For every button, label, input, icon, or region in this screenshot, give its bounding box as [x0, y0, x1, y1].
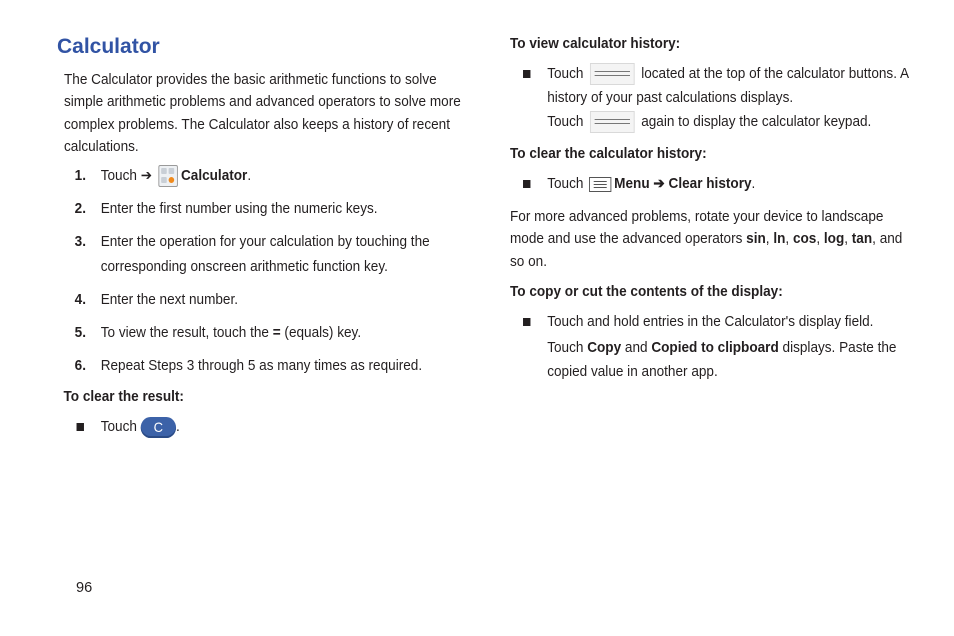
- and-text: and: [621, 339, 652, 356]
- step-text: Enter the first number using the numeric keys.: [100, 201, 378, 218]
- history-handle-icon: [590, 111, 635, 133]
- step-item: [64, 321, 467, 346]
- touch-text: Touch: [100, 419, 137, 436]
- advanced-paragraph: [510, 206, 919, 273]
- arrow-icon: ➔: [140, 168, 153, 185]
- touch-text: Touch: [547, 176, 584, 192]
- menu-label: Menu: [614, 176, 650, 192]
- separator: ,: [785, 231, 793, 248]
- step-item: [64, 230, 467, 280]
- view-history-continue: [510, 110, 919, 134]
- step-punct: .: [247, 168, 252, 185]
- step-text: Touch: [100, 168, 141, 185]
- copy-tail: displays. Paste the copied value in another app.: [547, 339, 897, 380]
- operator-ln: ln: [773, 231, 786, 248]
- separator: ,: [844, 231, 852, 248]
- keypad-text: again to display the calculator keypad.: [641, 114, 872, 130]
- step-item: [64, 197, 467, 222]
- copy-bullet-text: Touch and hold entries in the Calculator's display field.: [547, 313, 874, 330]
- operator-sin: sin: [746, 231, 766, 248]
- step-text: Repeat Steps 3 through 5 as many times as required.: [100, 358, 423, 375]
- right-content: [510, 34, 919, 384]
- operator-tan: tan: [851, 231, 873, 248]
- step-text: Enter the next number.: [100, 292, 239, 309]
- touch-text: Touch: [547, 114, 584, 130]
- steps-block: [57, 164, 466, 439]
- step-number: 1.: [74, 168, 86, 185]
- step-number: 6.: [74, 358, 86, 375]
- touch-text: Touch: [547, 66, 584, 82]
- calculator-label: Calculator: [180, 168, 248, 185]
- calculator-app-icon: [159, 165, 179, 187]
- separator: ,: [765, 231, 774, 248]
- right-column: [510, 34, 920, 384]
- equals-key-label: =: [272, 325, 281, 342]
- bullet-square-icon: [523, 70, 530, 78]
- advanced-tail: , and so on.: [510, 231, 903, 270]
- clear-history-bullet: [510, 172, 919, 196]
- copy-bullet: [510, 310, 919, 334]
- view-history-bullet: [510, 62, 919, 110]
- step-text: To view the result, touch the: [100, 325, 273, 342]
- clipboard-label: Copied to clipboard: [651, 339, 779, 356]
- step-number: 4.: [74, 292, 86, 309]
- left-column: [57, 34, 467, 449]
- bullet-square-icon: [523, 180, 530, 188]
- step-number: 3.: [74, 234, 86, 251]
- period: .: [176, 419, 180, 436]
- step-text: Enter the operation for your calculation by touching the corresponding onscreen arithmetic function key.: [100, 234, 430, 276]
- advanced-text: For more advanced problems, rotate your device to landscape mode and use the advanced operators: [510, 209, 884, 248]
- step-number: 5.: [74, 325, 86, 342]
- intro-paragraph: The Calculator provides the basic arithmetic functions to solve simple arithmetic problems and advanced operators to solve more complex problems. The Calculator also keeps a history of recent calculations.: [64, 72, 461, 155]
- separator: ,: [816, 231, 824, 248]
- page-title: Calculator: [57, 35, 160, 58]
- clear-result-heading: To clear the result:: [63, 389, 184, 406]
- operator-log: log: [823, 231, 845, 248]
- bullet-square-icon: [523, 318, 530, 326]
- bullet-square-icon: [77, 423, 84, 431]
- copy-label: Copy: [587, 339, 622, 356]
- touch-text: Touch: [547, 339, 588, 356]
- copy-continue: [510, 336, 919, 384]
- operator-cos: cos: [792, 231, 817, 248]
- step-item: [64, 354, 467, 379]
- copy-heading: To copy or cut the contents of the display:: [510, 283, 783, 300]
- view-history-heading: To view calculator history:: [510, 36, 681, 52]
- c-clear-button-icon: C: [141, 417, 176, 438]
- steps-list: [57, 164, 466, 379]
- history-text: located at the top of the calculator buttons. A history of your past calculations displays.: [547, 66, 909, 106]
- clear-history-heading: To clear the calculator history:: [510, 146, 707, 162]
- menu-icon: [589, 177, 611, 192]
- clear-history-label: Clear history: [668, 176, 752, 192]
- step-item: [64, 164, 467, 189]
- history-handle-icon: [590, 63, 635, 85]
- page-number: 96: [76, 580, 93, 596]
- step-item: [64, 288, 467, 313]
- period: .: [751, 176, 756, 192]
- step-number: 2.: [74, 201, 86, 218]
- step-text-tail: (equals) key.: [280, 325, 362, 342]
- arrow-icon: ➔: [653, 176, 665, 192]
- clear-result-bullet: [64, 415, 467, 439]
